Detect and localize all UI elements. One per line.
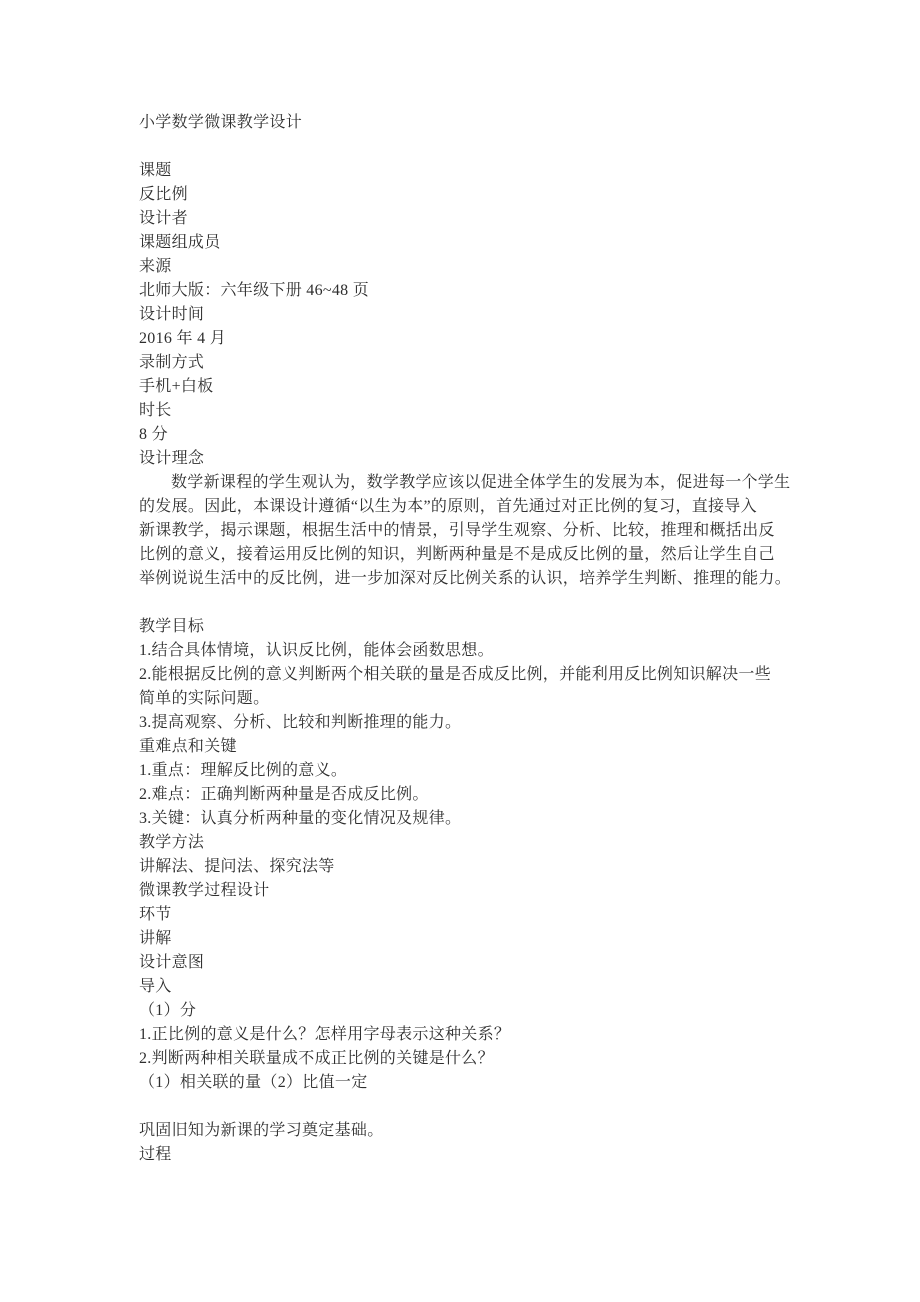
process-answer-line: （1）相关联的量（2）比值一定 — [139, 1074, 368, 1091]
goal-line: 2.能根据反比例的意义判断两个相关联的量是否成反比例，并能利用反比例知识解决一些 — [139, 666, 772, 683]
goal-line: 简单的实际问题。 — [139, 690, 270, 707]
process-question-line: 2.判断两种相关联量成不成正比例的关键是什么？ — [139, 1050, 494, 1067]
process-line-minutes: （1）分 — [139, 1002, 197, 1019]
process-line-stage: 环节 — [139, 906, 172, 923]
info-line-recording-method-value: 手机+白板 — [139, 378, 214, 395]
info-line-topic-value: 反比例 — [139, 186, 188, 203]
method-line: 讲解法、提问法、探究法等 — [139, 858, 335, 875]
info-line-duration-label: 时长 — [139, 402, 172, 419]
info-line-duration-value: 8 分 — [139, 426, 168, 443]
process-line-design-intent: 设计意图 — [139, 954, 205, 971]
key-point-line: 3.关键：认真分析两种量的变化情况及规律。 — [139, 810, 462, 827]
info-line-design-time-label: 设计时间 — [139, 306, 205, 323]
process-question-line: 1.正比例的意义是什么？怎样用字母表示这种关系？ — [139, 1026, 511, 1043]
info-line-design-time-value: 2016 年 4 月 — [139, 330, 226, 347]
goal-line: 1.结合具体情境，认识反比例，能体会函数思想。 — [139, 642, 494, 659]
info-line-source-label: 来源 — [139, 258, 172, 275]
blank-line — [139, 1095, 809, 1119]
info-line-source-value: 北师大版：六年级下册 46~48 页 — [139, 282, 370, 299]
section-heading-key-points: 重难点和关键 — [139, 738, 237, 755]
goal-line: 3.提高观察、分析、比较和判断推理的能力。 — [139, 714, 462, 731]
section-heading-teaching-methods: 教学方法 — [139, 834, 205, 851]
closing-summary: 巩固旧知为新课的学习奠定基础。 — [139, 1122, 384, 1139]
closing-process-label: 过程 — [139, 1146, 172, 1163]
info-line-group-members: 课题组成员 — [139, 234, 221, 251]
doc-title: 小学数学微课教学设计 — [139, 114, 303, 131]
paragraph-line: 举例说说生活中的反比例，进一步加深对反比例关系的认识，培养学生判断、推理的能力。 — [139, 570, 792, 587]
paragraph-line: 新课教学，揭示课题，根据生活中的情景，引导学生观察、分析、比较，推理和概括出反 — [139, 522, 775, 539]
section-heading-design-concept: 设计理念 — [139, 450, 205, 467]
section-heading-teaching-goals: 教学目标 — [139, 618, 205, 635]
paragraph-line: 数学新课程的学生观认为，数学教学应该以促进全体学生的发展为本，促进每一个学生 — [171, 474, 791, 491]
info-line-topic-label: 课题 — [139, 162, 172, 179]
key-point-line: 1.重点：理解反比例的意义。 — [139, 762, 348, 779]
info-line-designer-label: 设计者 — [139, 210, 188, 227]
paragraph-line: 比例的意义，接着运用反比例的知识，判断两种量是不是成反比例的量，然后让学生自己 — [139, 546, 775, 563]
process-line-explain: 讲解 — [139, 930, 172, 947]
blank-line — [139, 591, 809, 615]
blank-line — [139, 135, 809, 159]
key-point-line: 2.难点：正确判断两种量是否成反比例。 — [139, 786, 429, 803]
document-content — [139, 111, 809, 1167]
info-line-recording-method-label: 录制方式 — [139, 354, 205, 371]
section-heading-process-design: 微课教学过程设计 — [139, 882, 270, 899]
process-line-intro: 导入 — [139, 978, 172, 995]
paragraph-line: 的发展。因此，本课设计遵循“以生为本”的原则，首先通过对正比例的复习，直接导入 — [139, 498, 757, 515]
